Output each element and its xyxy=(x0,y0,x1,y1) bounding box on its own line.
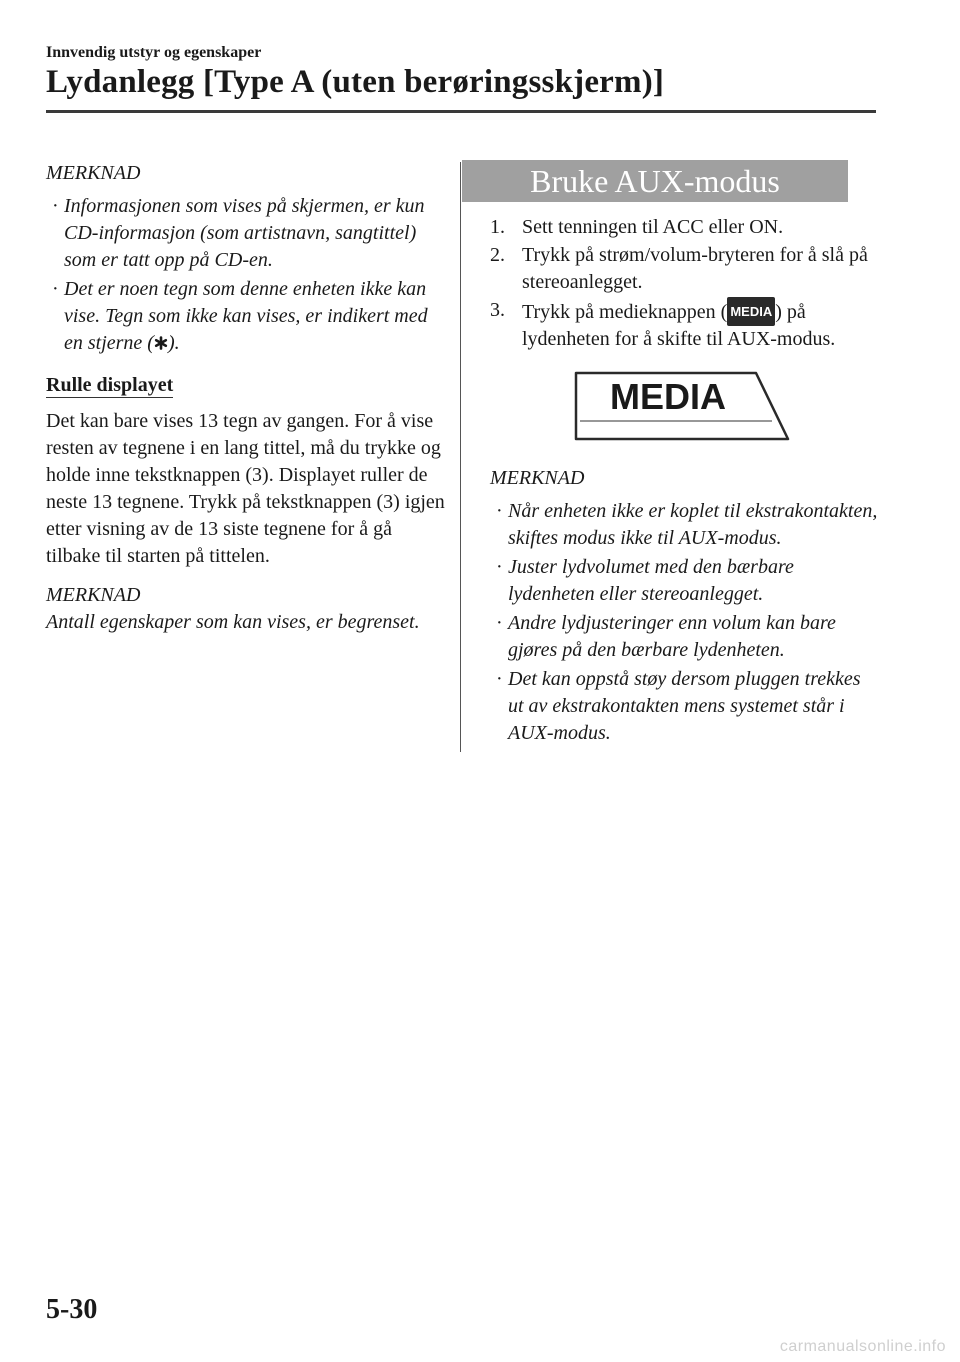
page-title: Lydanlegg [Type A (uten berøringsskjerm)] xyxy=(46,64,665,100)
note-bullet: · Det kan oppstå støy dersom pluggen trekkes ut av ekstrakontakten mens systemet står i AUX-modus. xyxy=(496,668,861,744)
section-banner: Bruke AUX-modus xyxy=(462,160,848,202)
section-label: Innvendig utstyr og egenskaper xyxy=(46,44,262,61)
bullet-dot: · xyxy=(496,556,503,578)
watermark: carmanualsonline.info xyxy=(779,1338,946,1355)
step-item: 1. Sett tenningen til ACC eller ON. xyxy=(490,216,784,238)
media-button-icon xyxy=(572,369,792,443)
note-bullet: · Informasjonen som vises på skjermen, er kun CD-informasjon (som artistnavn, sangtittel) som er tatt opp på CD-en. xyxy=(52,195,425,271)
bullet-dot: · xyxy=(496,668,503,690)
body-paragraph: Det kan bare vises 13 tegn av gangen. For å vise resten av tegnene i en lang tittel, må du trykke og holde inne tekstknappen (3). Displayet ruller de neste 13 tegnene. Trykk på tekstknappen (3) igjen etter visning av de 13 siste tegnene for å gå tilbake til starten på tittelen. xyxy=(46,410,445,567)
note-heading: MERKNAD xyxy=(490,467,585,489)
title-rule xyxy=(46,110,876,113)
bullet-dot: · xyxy=(496,500,503,522)
step-item: 3. Trykk på medieknappen ( MEDIA ) på lydenheten for å skifte til AUX-modus. xyxy=(490,299,836,350)
bullet-dot: · xyxy=(496,612,503,634)
note-bullet: · Juster lydvolumet med den bærbare lydenheten eller stereoanlegget. xyxy=(496,556,794,605)
column-divider xyxy=(460,162,461,752)
left-column xyxy=(46,160,446,636)
bullet-dot: · xyxy=(52,278,59,300)
note-bullet: · Andre lydjusteringer enn volum kan bare gjøres på den bærbare lydenheten. xyxy=(496,612,836,661)
subheading-scroll-display: Rulle displayet xyxy=(46,374,174,396)
note-text: Antall egenskaper som kan vises, er begrenset. xyxy=(46,611,420,633)
note-bullets xyxy=(490,498,880,747)
note-heading: MERKNAD xyxy=(46,584,141,606)
page-number: 5-30 xyxy=(46,1294,98,1325)
media-button-label: MEDIA xyxy=(610,376,726,417)
step-item: 2. Trykk på strøm/volum-bryteren for å slå på stereoanlegget. xyxy=(490,244,868,293)
right-column xyxy=(490,160,880,749)
note-heading: MERKNAD xyxy=(46,162,141,184)
steps-list xyxy=(490,214,880,353)
note-bullets xyxy=(46,193,446,357)
note-bullet: · Det er noen tegn som denne enheten ikke kan vise. Tegn som ikke kan vises, er indikert med en stjerne ( ). xyxy=(52,278,428,354)
asterisk-star-icon xyxy=(154,336,168,350)
bullet-dot: · xyxy=(52,195,59,217)
note-bullet: · Når enheten ikke er koplet til ekstrakontakten, skiftes modus ikke til AUX-modus. xyxy=(496,500,878,549)
media-chip-icon: MEDIA xyxy=(727,297,775,326)
